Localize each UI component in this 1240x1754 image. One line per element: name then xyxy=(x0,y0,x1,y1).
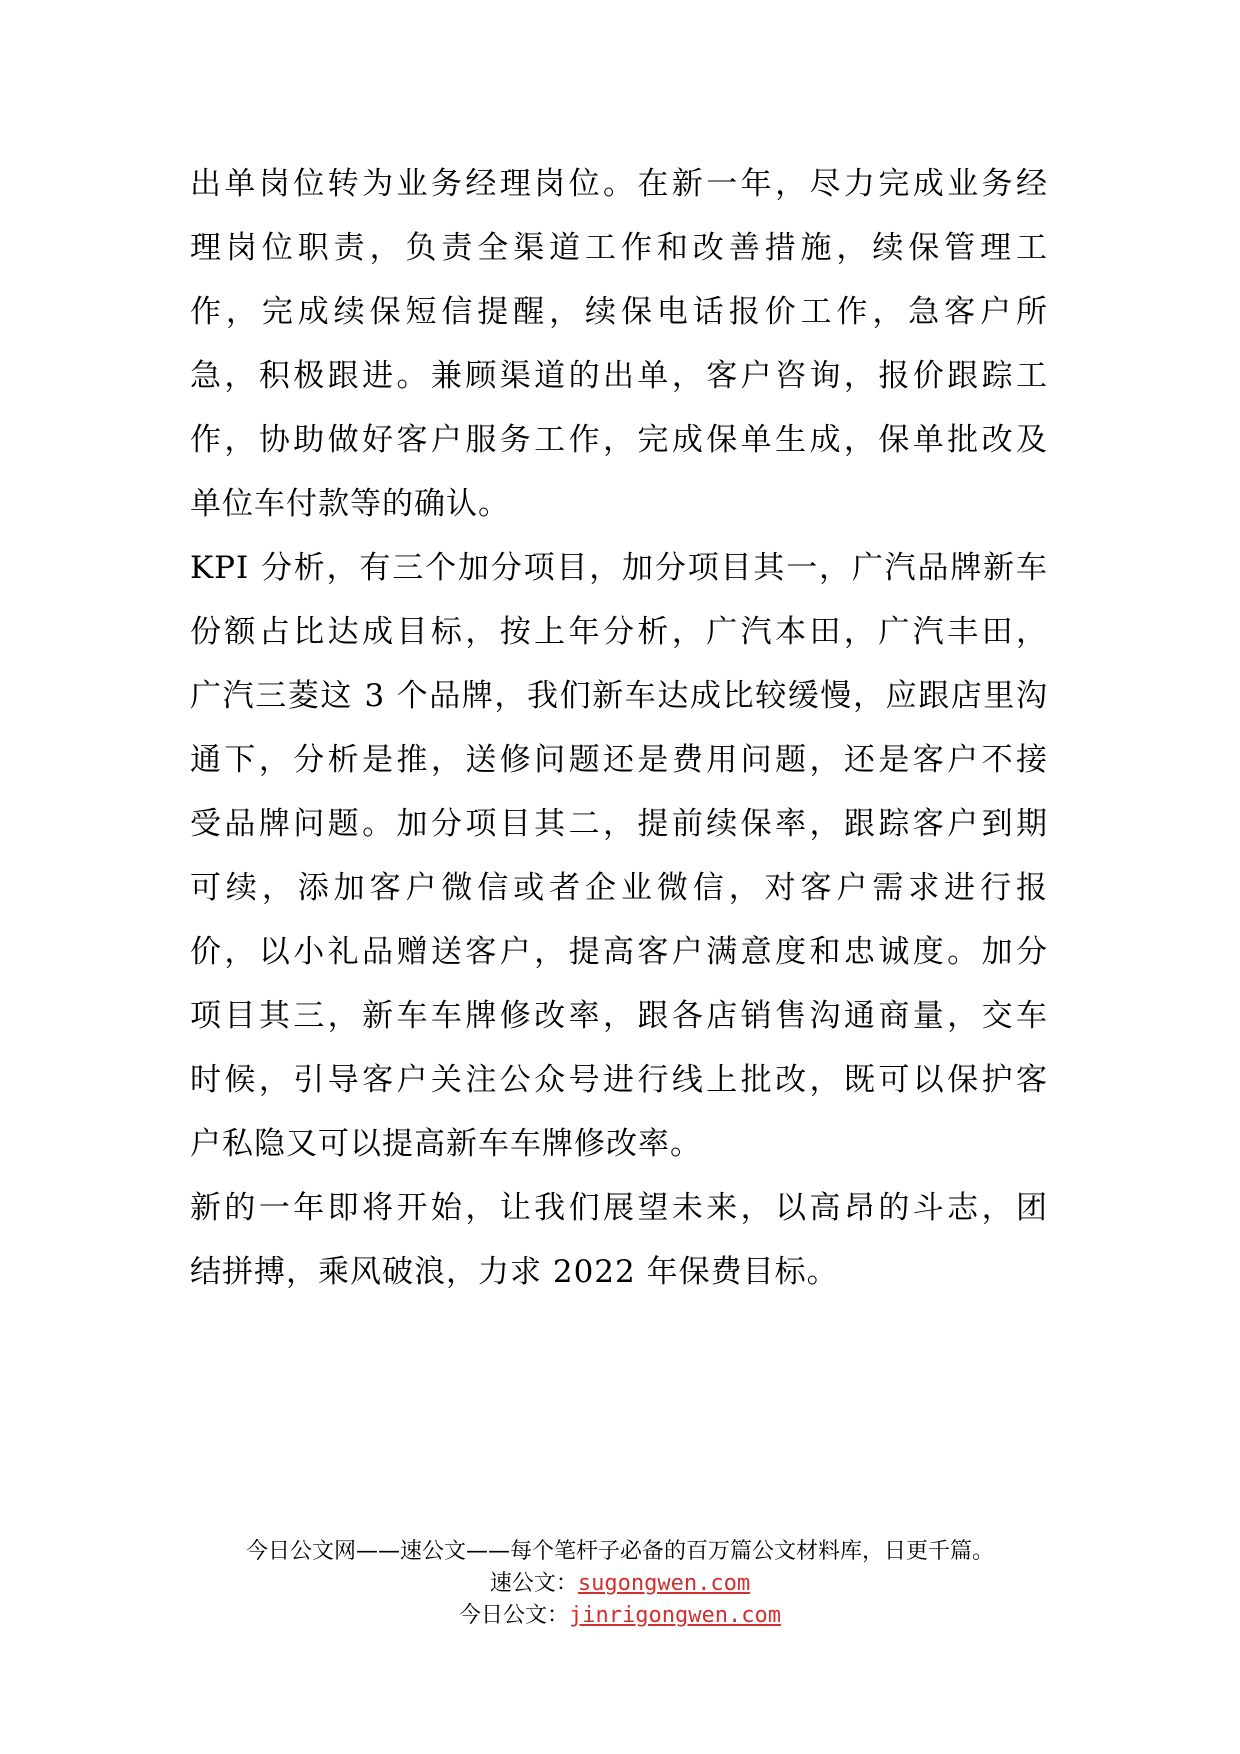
text-line: 价，以小礼品赠送客户，提高客户满意度和忠诚度。加分 xyxy=(190,934,1048,970)
text-line: 理岗位职责，负责全渠道工作和改善措施，续保管理工 xyxy=(190,230,1048,266)
footer-jinri-label: 今日公文： xyxy=(459,1603,570,1628)
text-line: 时候，引导客户关注公众号进行线上批改，既可以保护客 xyxy=(190,1062,1048,1098)
paragraph xyxy=(190,152,1048,536)
sugongwen-link[interactable]: sugongwen.com xyxy=(577,1571,751,1596)
text-line: 作，协助做好客户服务工作，完成保单生成，保单批改及 xyxy=(190,422,1048,458)
text-line: 单位车付款等的确认。 xyxy=(190,486,510,522)
paragraph xyxy=(190,536,1048,1176)
text-line: KPI 分析，有三个加分项目，加分项目其一，广汽品牌新车 xyxy=(190,550,1048,586)
text-line: 可续，添加客户微信或者企业微信，对客户需求进行报 xyxy=(190,870,1048,906)
footer-sugongwen-label: 速公文： xyxy=(489,1571,578,1596)
footer-jinri-line xyxy=(0,1600,1240,1632)
jinrigongwen-link[interactable]: jinrigongwen.com xyxy=(569,1603,781,1628)
text-line: 通下，分析是推，送修问题还是费用问题，还是客户不接 xyxy=(190,742,1048,778)
text-line: 项目其三，新车车牌修改率，跟各店销售沟通商量，交车 xyxy=(190,998,1048,1034)
text-line: 广汽三菱这 3 个品牌，我们新车达成比较缓慢，应跟店里沟 xyxy=(190,678,1048,714)
text-line: 急，积极跟进。兼顾渠道的出单，客户咨询，报价跟踪工 xyxy=(190,358,1048,394)
paragraph xyxy=(190,1176,1048,1304)
footer-sugongwen-line xyxy=(0,1568,1240,1600)
document-body xyxy=(190,152,1048,1304)
text-line: 新的一年即将开始，让我们展望未来，以高昂的斗志，团 xyxy=(190,1190,1048,1226)
page-footer xyxy=(0,1536,1240,1632)
footer-tagline: 今日公文网——速公文——每个笔杆子必备的百万篇公文材料库，日更千篇。 xyxy=(245,1539,994,1564)
text-line: 户私隐又可以提高新车车牌修改率。 xyxy=(190,1126,702,1162)
text-line: 作，完成续保短信提醒，续保电话报价工作，急客户所 xyxy=(190,294,1048,330)
text-line: 受品牌问题。加分项目其二，提前续保率，跟踪客户到期 xyxy=(190,806,1048,842)
text-line: 结拼搏，乘风破浪，力求 2022 年保费目标。 xyxy=(190,1254,839,1290)
text-line: 份额占比达成目标，按上年分析，广汽本田，广汽丰田， xyxy=(190,614,1048,650)
text-line: 出单岗位转为业务经理岗位。在新一年，尽力完成业务经 xyxy=(190,166,1048,202)
